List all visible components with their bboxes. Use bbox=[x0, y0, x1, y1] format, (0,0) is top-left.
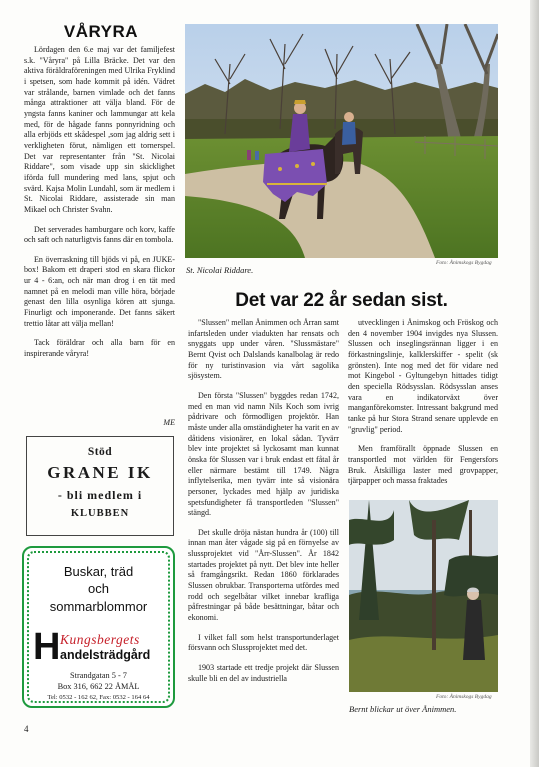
stod-label: Stöd bbox=[87, 446, 113, 458]
knights-photo-image bbox=[185, 24, 498, 258]
ad-script-name: Kungsbergets bbox=[60, 632, 140, 647]
ad-phone: Tel: 0532 - 162 62, Fax: 0532 - 164 64 bbox=[47, 694, 150, 701]
photo-credit: Foto: Ånimskogs Bygdag bbox=[436, 260, 492, 266]
ad-box-address: Box 316, 662 22 ÅMÅL bbox=[57, 682, 140, 691]
ad-headline-3: sommarblommor bbox=[49, 599, 148, 614]
article-paragraph: Det skulle dröja nästan hundra år (100) till innan man åter vågade sig på en förnyelse av slussprojektet vid "Årr-Slussen". År 1842 startades projektet på nytt. Det blev inte heller så framgångsrikt. Redan 1860 förklarades Slussen obrukbar. Transporterna utfördes med rodd och segelbåtar vilket innebar krafliga påfrestningar på både besättningar, båtar och ekonomi. bbox=[188, 527, 339, 623]
ad-headline-2: och bbox=[88, 581, 109, 596]
varyra-paragraph: En överraskning till bjöds vi på, en JUKE-box! Bakom ett draperi stod en skara flickor ur 4 - 6:an, och när man drog i en tät med namnet på en melodi man ville höra, började genast den lilla osynliga kören att sjunga. Finurligt och imponerande. Det fanns säkert trettio låtar att välja mellan! bbox=[24, 254, 175, 328]
ad-big-letter: H bbox=[33, 626, 61, 668]
article-heading: Det var 22 år sedan sist. bbox=[235, 290, 448, 311]
article-paragraph: utvecklingen i Ånimskog och Fröskog och den 4 november 1904 invigdes nya Slussen. Slussen och inseglingsrännan ligger i en förkastningslinje, kalklerskiffer - spelit (sk grönsten). Inte nog med det för vidare ned mot Kingebol - Gyltungebyn hittades tidigt den speciella Rödsysslan. Rödsysslan anses vara en indikatorväxt över manganförekomster. Intressant bakgrund med tanke på hur Stora Strand senare upplevde en "gruvlig" period. bbox=[348, 318, 498, 434]
varyra-paragraph: Tack föräldrar och alla barn för en inspirerande våryra! bbox=[24, 338, 175, 359]
article-paragraph: Den första "Slussen" byggdes redan 1742, med en man vid namn Nils Koch som ivrig pådrivare och förmodligen projektör. Han måste under alla omständigheter ha varit en av dåtidens visionärer, en lokal sådan. Tyvärr blev inte projektet så lyckosamt man kunnat önska för Slussen var i bruk endast ett fåtal år eller närmare bestämt till 1749. Några inflytelserika, men tyvärr inte så visionära personer, lyckades med hjälp av juridiska spetsfundigheter få transportleden "Slussen" stängd. bbox=[188, 390, 339, 518]
author-signature: ME bbox=[163, 418, 175, 427]
kungsbergets-ad bbox=[22, 546, 175, 708]
club-name: GRANE IK bbox=[47, 463, 153, 482]
varyra-body bbox=[24, 45, 175, 369]
knights-photo bbox=[185, 24, 498, 258]
varyra-paragraph: Det serverades hamburgare och korv, kaffe och saft och naturligtvis fanns där en tombola. bbox=[24, 224, 175, 245]
varyra-heading: VÅRYRA bbox=[63, 22, 139, 41]
photo-credit: Foto: Ånimskogs Bygdag bbox=[436, 694, 492, 700]
member-call: - bli medlem i bbox=[57, 488, 143, 502]
article-paragraph: I vilket fall som helst transportunderlaget försvann och Slussprojektet med det. bbox=[188, 632, 339, 653]
article-column-2 bbox=[348, 318, 498, 496]
ad-handel-name: andelsträdgård bbox=[60, 648, 151, 662]
lake-photo-image bbox=[349, 500, 498, 692]
ad-street: Strandgatan 5 - 7 bbox=[70, 671, 127, 680]
page-edge bbox=[530, 0, 539, 767]
article-paragraph: Men framförallt öppnade Slussen en transportled mot världen för Fengersfors Bruk. Åtskilliga laster med grovpapper, tjärpapper och massa fraktades bbox=[348, 444, 498, 486]
lake-photo bbox=[349, 500, 498, 692]
photo-caption: Bernt blickar ut över Ånimmen. bbox=[349, 704, 457, 714]
article-paragraph: "Slussen" mellan Ånimmen och Årran samt infartsleden under viadukten har rensats och snyggats upp under våren. "Slussmästare" Bernt Qvist och Dalslands kanalbolag är redo för ny turistinvasion via vårt sagolika sjösystem. bbox=[188, 318, 339, 381]
grane-ik-box bbox=[26, 436, 174, 536]
article-paragraph: 1903 startade ett tredje projekt där Slussen skulle bli en del av industriella bbox=[188, 663, 339, 683]
photo-caption: St. Nicolai Riddare. bbox=[186, 265, 254, 275]
page-number: 4 bbox=[24, 724, 29, 734]
article-column-1 bbox=[188, 318, 339, 693]
varyra-paragraph: Lördagen den 6.e maj var det familjefest s.k. "Våryra" på Lilla Bräcke. Det var den aktiva föräldraföreningen med Ulrika Fryklind i spetsen, som hade kommit på idén. Vädret var strålande, barnen vimlade och det fanns många attraktioner att välja bland. För de yngsta fanns kaniner och lammungar att kela med, för de hågade fanns ponnyridning och alla erbjöds ett skådespel ,som jag aldrig sett i verkligheten förut, nämligen ett tornerspel. Det var representanter från "St. Nicolai Riddare", som visade upp sin skicklighet iförda full mundering med lans, spjut och svärd. Kajsa Molin Lundahl, som är medlem i St. Nicolai Riddare, assisterade sin man Mikael och Christer Svahn. bbox=[24, 45, 175, 214]
ad-headline-1: Buskar, träd bbox=[63, 564, 134, 579]
klubben-label: KLUBBEN bbox=[70, 508, 130, 519]
